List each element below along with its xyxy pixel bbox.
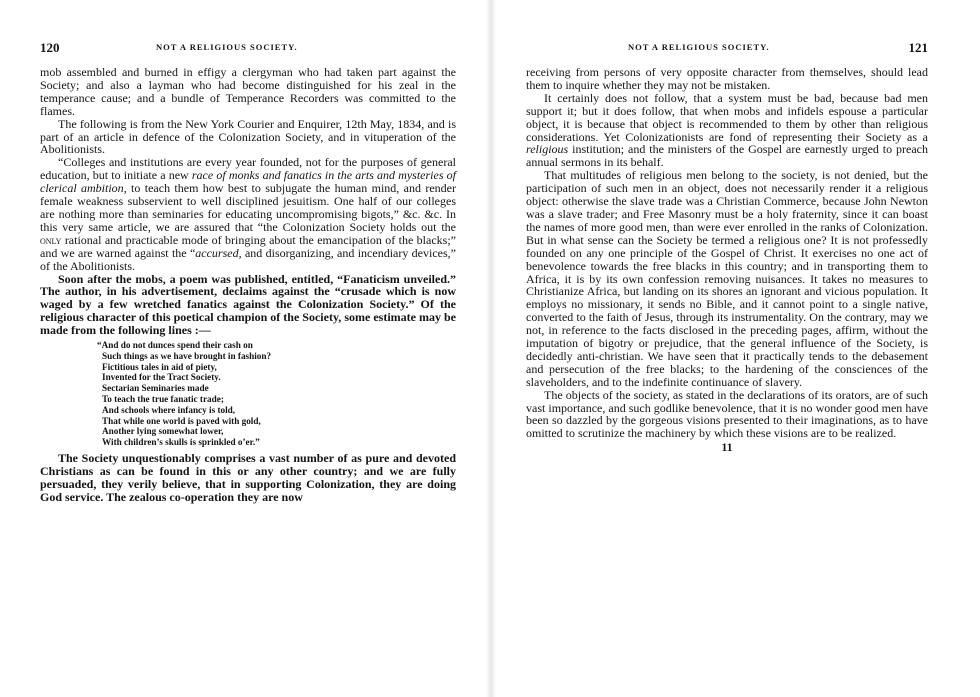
poem-line: That while one world is paved with gold, <box>102 415 261 426</box>
left-page-number: 120 <box>40 40 60 55</box>
poem-line: To teach the true fanatic trade; <box>102 394 224 405</box>
left-running-title: NOT A RELIGIOUS SOCIETY. <box>156 42 298 52</box>
quote-text-a: “Colleges and institutions are every year founded, not for the purposes of general education, but to initiate a new <box>40 155 456 183</box>
poem-line: Fictitious tales in aid of piety, <box>102 361 217 372</box>
right-paragraph-2 <box>526 92 928 169</box>
right-page <box>490 0 980 697</box>
poem-line: Sectarian Seminaries made <box>102 383 209 394</box>
poem-line: “And do not dunces spend their cash on <box>97 340 253 351</box>
right-p2-text-a: It certainly does not follow, that a system must be bad, because bad men support it; but it does follow, that when mobs and infidels espouse a particular object, it is because that object is recommended to them by other than religious considerations. Yet Colonizationists are fond of representing their Society as a <box>526 90 928 144</box>
right-page-number: 121 <box>908 40 928 55</box>
right-p2-text-b: institution; and the ministers of the Gospel are earnestly urged to preach annual sermons in its behalf. <box>526 142 928 170</box>
right-text-column <box>526 66 928 454</box>
right-p2-italic-religious: religious <box>526 142 569 157</box>
right-running-head <box>526 40 928 56</box>
left-paragraph-4: Soon after the mobs, a poem was published, entitled, “Fanaticism unveiled.” The author, in his advertisement, declaims against the “crusade which is now waged by a few wretched fanatics against the Colonization Society.” Of the religious character of this poetical champion of the Society, some estimate may be made from the following lines :— <box>40 271 456 338</box>
right-paragraph-3: That multitudes of religious men belong to the society, is not denied, but the participation of such men in an object, does not necessarily render it a religious object: otherwise the slave trade was a Christian Commerce, because John Newton was a slave trader; and Free Masonry must be a holy fraternity, since it can boast the names of more good men, than were ever enrolled in the ranks of Colonization. But in what sense can the Society be termed a religious one? It is not professedly founded on any one principle of the Gospel of Christ. It exercises no one act of benevolence towards the free blacks in this country; and in transporting them to Africa, it is by its own confession removing nuisances. It takes no measures to Christianize Africa, but landing on its shores an ignorant and vicious population. It employs no missionary, it sends no Bible, and it cannot point to a single native, converted to the faith of Jesus, through its instrumentality. On the contrary, may we not, in reference to the facts disclosed in the preceding pages, affirm, without the imputation of bigotry or prejudice, that the general influence of the Society, is decidedly anti-christian. We have seen that it practically tends to the debasement and persecution of the free blacks; to the hardening of the consciences of the slaveholders, and to the indefinite continuance of slavery. <box>526 168 928 389</box>
quote-italic-accursed: accursed <box>195 245 239 260</box>
quote-text-c: rational and practicable mode of bringing about the emancipation of the blacks;” and we are warned against the “ <box>40 232 456 260</box>
signature-mark: 11 <box>721 440 733 455</box>
quote-italic-clerical: race of monks and fanatics in the arts and mysteries of clerical ambition <box>40 168 456 196</box>
left-text-column <box>40 66 456 504</box>
poem-line: With children’s skulls is sprinkled o’er.” <box>102 437 260 448</box>
left-paragraph-1: mob assembled and burned in effigy a clergyman who had taken part against the Society; and also a layman who had become distinguished for his zeal in the temperance cause; and a bundle of Temperance Recorders was committed to the flames. <box>40 65 456 118</box>
left-paragraph-2: The following is from the New York Courier and Enquirer, 12th May, 1834, and is part of an article in defence of the Colonization Society, and in vituperation of the Abolitionists. <box>40 116 456 157</box>
poem-line: And schools where infancy is told, <box>102 404 236 415</box>
right-paragraph-4: The objects of the society, as stated in the declarations of its orators, are of such vast importance, and such godlike benevolence, that it is no wonder good men have been so dazzled by the gorgeous visions presented to their imaginations, as to have omitted to scrutinize the machinery by which these visions are to be realized. <box>526 387 928 441</box>
right-paragraph-1: receiving from persons of very opposite character from themselves, should lead them to inquire whether they may not be mistaken. <box>526 65 928 92</box>
right-running-title: NOT A RELIGIOUS SOCIETY. <box>628 42 770 52</box>
poem-line: Invented for the Tract Society. <box>102 372 221 383</box>
left-running-head <box>40 40 456 56</box>
poem-line: Another lying somewhat lower, <box>102 426 224 437</box>
poem-line: Such things as we have brought in fashion? <box>102 350 272 361</box>
quote-smallcaps-only: only <box>40 232 62 247</box>
quote-text-b: , to teach them how best to subjugate the human mind, and render female weakness subservient to well disciplined jesuitism. One half of our colleges are nothing more than seminaries for educating uncompromising bigots,” &c. &c. In this very same article, we are assured that “the Colonization Society holds out the <box>40 181 456 234</box>
left-paragraph-3 <box>40 156 456 272</box>
quote-text-d: , and disorganizing, and incendiary devices,” of the Abolitionists. <box>40 245 456 273</box>
left-paragraph-5: The Society unquestionably comprises a vast number of as pure and devoted Christians as can be found in this or any other country; and we are fully persuaded, they verily believe, that in supporting Colonization, they are doing God service. The zealous co-operation they are now <box>40 451 456 504</box>
poem-block <box>97 340 456 448</box>
